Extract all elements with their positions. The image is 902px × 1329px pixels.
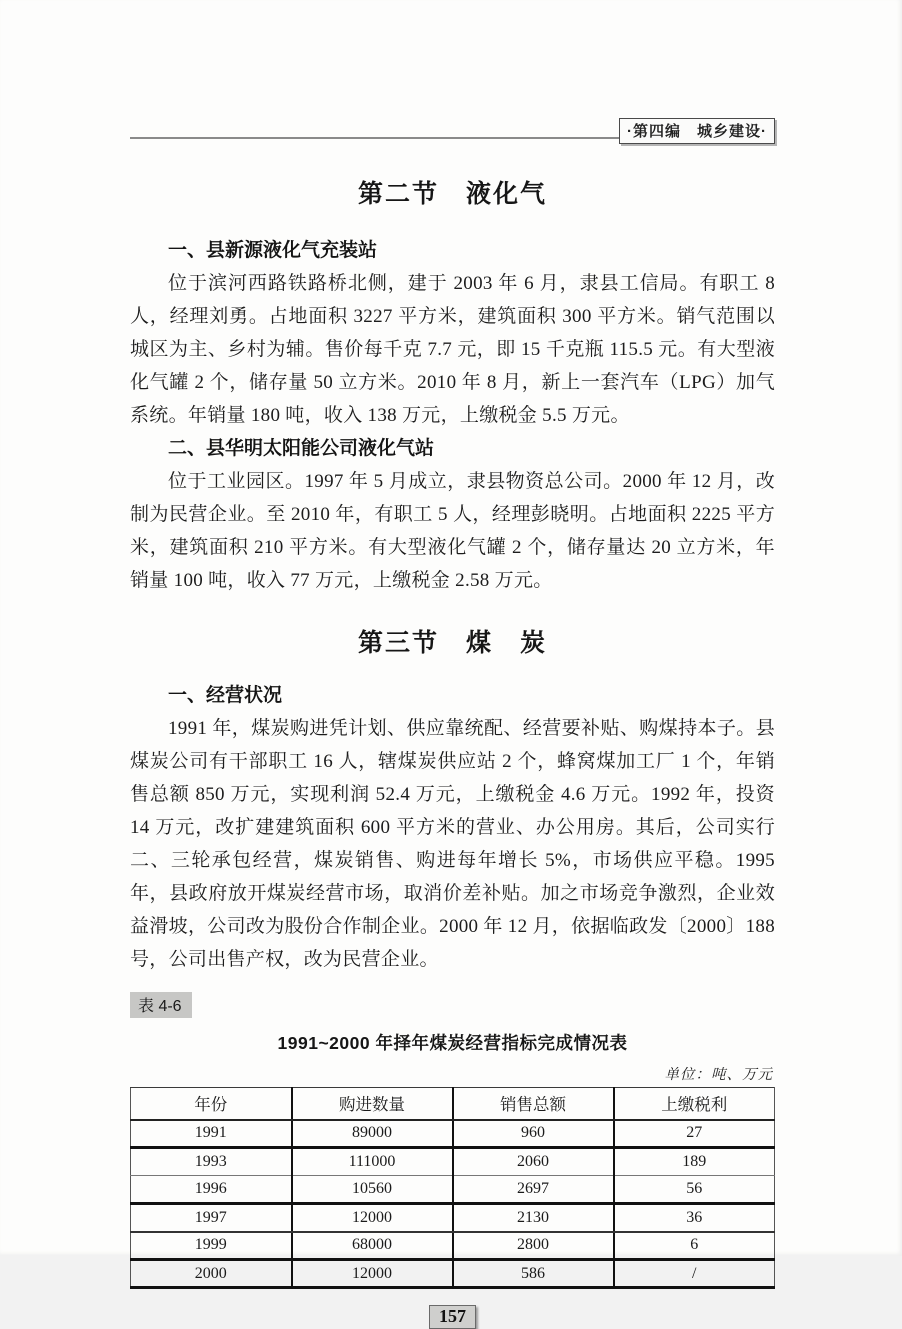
table-cell: 2060: [453, 1148, 614, 1176]
table-row: [131, 1148, 775, 1176]
subheading-coal-operation: 一、经营状况: [168, 685, 283, 706]
page-footer: [130, 1305, 775, 1329]
table-cell: 1991: [131, 1120, 292, 1148]
header-rule: [130, 137, 619, 139]
subheading-lpg-station-2: 二、县华明太阳能公司液化气站: [168, 438, 435, 459]
table-header-row: [131, 1088, 775, 1120]
table-column-header: 购进数量: [292, 1088, 453, 1120]
coal-table-block: [130, 992, 775, 1289]
table-cell: /: [692, 1264, 697, 1282]
table-number-label: 表 4-6: [130, 992, 192, 1018]
paragraph-coal-operation: 1991 年，煤炭购进凭计划、供应靠统配、经营要补贴、购煤持本子。县煤炭公司有干部职工 16 人，辖煤炭供应站 2 个，蜂窝煤加工厂 1 个，年销售总额 850 万元，实现利润 52.4 万元，上缴税金 4.6 万元。1992 年，投资 14 万元，改扩建建筑面积 600 平方米的营业、办公用房。其后，公司实行二、三轮承包经营，煤炭销售、购进每年增长 5%，市场供应平稳。1995 年，县政府放开煤炭经营市场，取消价差补贴。加之市场竞争激烈，企业效益滑坡，公司改为股份合作制企业。2000 年 12 月，依据临政发〔2000〕188 号，公司出售产权，改为民营企业。: [130, 718, 775, 970]
table-cell: 56: [614, 1176, 775, 1204]
table-cell: 36: [614, 1204, 775, 1232]
table-cell: 1999: [131, 1232, 292, 1260]
section-title-coal: 第三节 煤 炭: [357, 629, 547, 657]
table-cell: 2000: [131, 1260, 292, 1288]
table-cell: 960: [453, 1120, 614, 1148]
table-cell: 12000: [292, 1204, 453, 1232]
table-column-header: 上缴税利: [614, 1088, 775, 1120]
coal-table-body: [131, 1120, 775, 1288]
table-cell: 12000: [292, 1260, 453, 1288]
table-row: [131, 1176, 775, 1204]
edition-label: ·第四编 城乡建设·: [619, 118, 775, 144]
table-column-header: 销售总额: [453, 1088, 614, 1120]
table-cell: 27: [614, 1120, 775, 1148]
table-cell: 1996: [131, 1176, 292, 1204]
page-number: 157: [429, 1305, 476, 1329]
table-column-header: 年份: [131, 1088, 292, 1120]
table-row: [131, 1120, 775, 1148]
running-header: [130, 116, 775, 144]
coal-table-head: [131, 1088, 775, 1120]
table-row: [131, 1204, 775, 1232]
table-cell: 2800: [453, 1232, 614, 1260]
table-cell: 189: [614, 1148, 775, 1176]
subheading-lpg-station-1: 一、县新源液化气充装站: [168, 240, 378, 261]
paragraph-lpg-station-2: 位于工业园区。1997 年 5 月成立，隶县物资总公司。2000 年 12 月，改制为民营企业。至 2010 年，有职工 5 人，经理彭晓明。占地面积 2225 平方米，建筑面积 210 平方米。有大型液化气罐 2 个，储存量达 20 立方米，年销量 100 吨，收入 77 万元，上缴税金 2.58 万元。: [130, 471, 775, 591]
paragraph-lpg-station-1: 位于滨河西路铁路桥北侧，建于 2003 年 6 月，隶县工信局。有职工 8 人，经理刘勇。占地面积 3227 平方米，建筑面积 300 平方米。销气范围以城区为主、乡村为辅。售价每千克 7.7 元，即 15 千克瓶 115.5 元。有大型液化气罐 2 个，储存量 50 立方米。2010 年 8 月，新上一套汽车（LPG）加气系统。年销量 180 吨，收入 138 万元，上缴税金 5.5 万元。: [130, 273, 775, 426]
table-cell: 68000: [292, 1232, 453, 1260]
table-cell: 1993: [131, 1148, 292, 1176]
table-cell: 1997: [131, 1204, 292, 1232]
table-cell: 2697: [453, 1176, 614, 1204]
coal-table-title: 1991~2000 年择年煤炭经营指标完成情况表: [277, 1033, 628, 1053]
table-cell: 10560: [292, 1176, 453, 1204]
table-row: [131, 1232, 775, 1260]
coal-table-unit: 单位：吨、万元: [664, 1067, 773, 1083]
table-cell: 6: [614, 1232, 775, 1260]
section-title-lpg: 第二节 液化气: [357, 180, 547, 208]
coal-statistics-table: [130, 1087, 775, 1289]
table-cell: 89000: [292, 1120, 453, 1148]
table-row: [131, 1260, 775, 1288]
table-cell: 111000: [292, 1148, 453, 1176]
table-cell: 2130: [453, 1204, 614, 1232]
table-cell: 586: [453, 1260, 614, 1288]
